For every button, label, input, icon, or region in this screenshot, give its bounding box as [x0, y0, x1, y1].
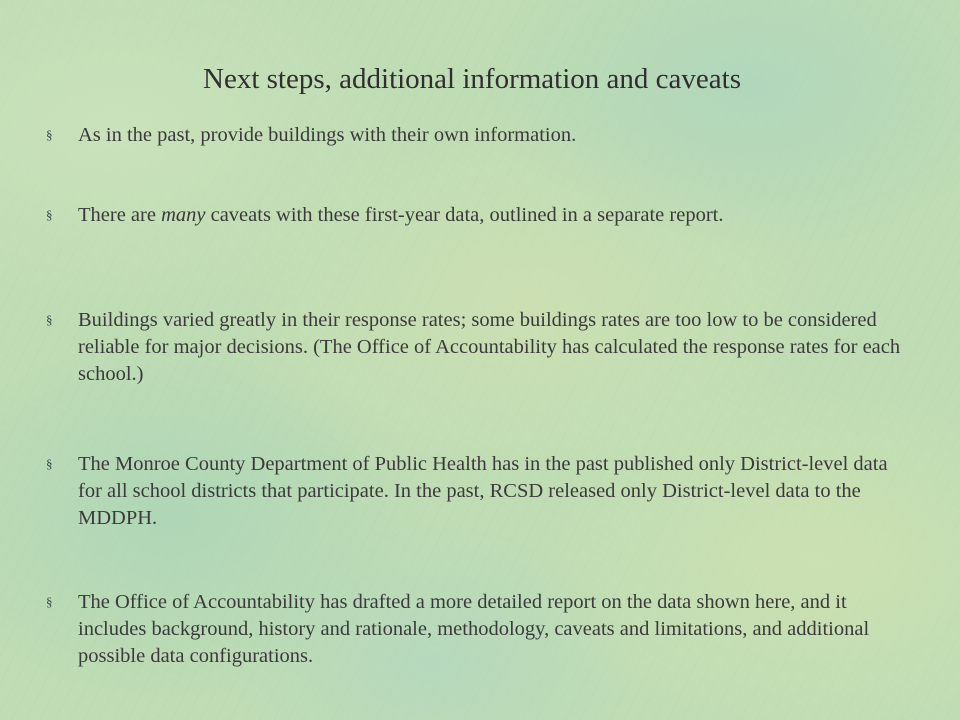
bullet-marker-icon: § [46, 456, 53, 471]
bullet-item [46, 307, 906, 388]
bullet-item [46, 451, 906, 532]
bullet-item [46, 589, 906, 670]
bullet-item [46, 122, 906, 149]
slide-title: Next steps, additional information and caveats [203, 63, 741, 95]
bullet-text: As in the past, provide buildings with their own information. [78, 124, 577, 146]
bullet-item [46, 202, 906, 229]
bullet-marker-icon: § [46, 207, 53, 222]
bullet-text-before: There are [78, 204, 162, 226]
bullet-text-emphasis: many [161, 204, 206, 226]
bullet-text [78, 202, 723, 229]
bullet-marker-icon: § [46, 594, 53, 609]
bullet-text: The Office of Accountability has drafted a more detailed report on the data shown here, and it includes background, history and rationale, methodology, caveats and limitations, and additional possible data configurations. [78, 591, 870, 667]
bullet-marker-icon: § [46, 312, 53, 327]
bullet-text: The Monroe County Department of Public Health has in the past published only District-level data for all school districts that participate. In the past, RCSD released only District-level data to the MDDPH. [78, 453, 888, 529]
bullet-marker-icon: § [46, 127, 53, 142]
bullet-text: Buildings varied greatly in their response rates; some buildings rates are too low to be considered reliable for major decisions. (The Office of Accountability has calculated the response rates for each school.) [78, 309, 901, 385]
bullet-text-after: caveats with these first-year data, outlined in a separate report. [205, 204, 724, 226]
